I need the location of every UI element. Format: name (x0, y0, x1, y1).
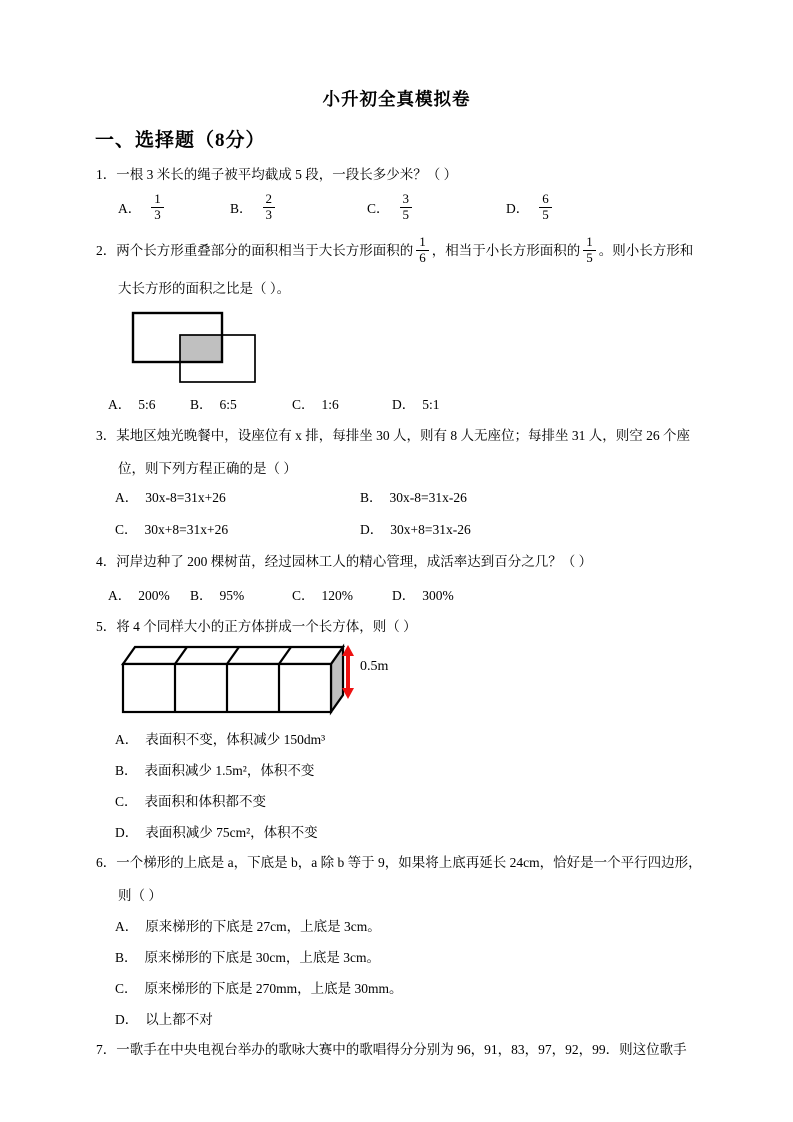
option-label: D． (392, 397, 416, 412)
option-label: B． (115, 763, 138, 778)
question-2-line1 (96, 228, 693, 272)
option-label: A． (118, 201, 142, 217)
question-3-line2: 位，则下列方程正确的是（ ） (118, 461, 297, 476)
option-label: B． (115, 950, 138, 965)
question-4-text: 河岸边种了 200 棵树苗，经过园林工人的精心管理，成活率达到百分之几？（ ） (116, 554, 593, 569)
option-label: A． (115, 490, 139, 505)
option-text: 5:1 (422, 397, 440, 412)
q2-option-d (392, 396, 440, 413)
option-label: A． (108, 588, 132, 603)
question-1-number: 1． (96, 167, 117, 182)
question-2-text-part1: 两个长方形重叠部分的面积相当于大长方形面积的 (116, 242, 414, 258)
q1-option-a (118, 192, 167, 223)
question-5 (96, 618, 417, 635)
option-label: B． (190, 588, 213, 603)
option-text: 120% (321, 588, 354, 603)
overlap-region (180, 335, 222, 362)
option-label: C． (115, 522, 138, 537)
option-label: C． (292, 397, 315, 412)
option-label: C． (367, 201, 390, 217)
question-6-line1 (96, 854, 702, 871)
fraction-numerator: 3 (402, 191, 410, 206)
question-6-number: 6． (96, 855, 117, 870)
fraction-denominator: 6 (416, 250, 429, 266)
fraction-denominator: 5 (400, 207, 413, 223)
dimension-label: 0.5m (360, 659, 389, 674)
option-text: 30x-8=31x-26 (389, 490, 467, 505)
option-text: 30x+8=31x-26 (390, 522, 471, 537)
option-text: 95% (219, 588, 245, 603)
q2-option-b (190, 396, 237, 413)
option-text: 30x+8=31x+26 (144, 522, 229, 537)
question-3-text: 某地区烛光晚餐中，设座位有 x 排，每排坐 30 人，则有 8 人无座位；每排坐 31 人，则空 26 个座 (116, 428, 690, 443)
option-text: 5:6 (138, 397, 156, 412)
q2-option-c (292, 396, 339, 413)
option-text: 6:5 (219, 397, 237, 412)
q2-option-a (108, 396, 156, 413)
q5-option-b (115, 762, 314, 779)
question-3-number: 3． (96, 428, 117, 443)
option-text: 原来梯形的下底是 30cm，上底是 3cm。 (144, 950, 381, 965)
option-label: A． (115, 732, 139, 747)
q3-option-b (360, 489, 467, 506)
option-label: C． (292, 588, 315, 603)
option-text: 1:6 (321, 397, 339, 412)
option-label: B． (360, 490, 383, 505)
q3-option-c (115, 521, 228, 538)
question-7-text: 一歌手在中央电视台举办的歌咏大赛中的歌唱得分分别为 96，91，83，97，92，99．则这位歌手 (116, 1042, 687, 1057)
option-label: D． (392, 588, 416, 603)
option-label: C． (115, 794, 138, 809)
question-2-text-part3: 。则小长方形和 (598, 242, 694, 258)
option-label: A． (115, 919, 139, 934)
question-2-line2: 大长方形的面积之比是（ ）。 (118, 281, 291, 296)
q5-option-c (115, 793, 266, 810)
fraction-denominator: 3 (263, 207, 276, 223)
option-label: A． (108, 397, 132, 412)
option-text: 表面积减少 1.5m²，体积不变 (144, 763, 315, 778)
option-text: 200% (138, 588, 170, 603)
fraction (416, 235, 429, 266)
fraction (583, 235, 596, 266)
q6-option-c (115, 980, 403, 997)
option-text: 30x-8=31x+26 (145, 490, 226, 505)
q6-option-b (115, 949, 380, 966)
q1-option-d (506, 192, 555, 223)
question-7 (96, 1041, 687, 1058)
fraction-numerator: 2 (265, 191, 273, 206)
q5-option-d (115, 824, 318, 841)
option-label: D． (115, 1012, 139, 1027)
fraction-denominator: 5 (539, 207, 552, 223)
fraction (263, 192, 276, 223)
option-label: C． (115, 981, 138, 996)
option-label: D． (506, 201, 530, 217)
question-5-text: 将 4 个同样大小的正方体拼成一个长方体，则（ ） (116, 619, 417, 634)
q6-option-a (115, 918, 381, 935)
question-7-number: 7． (96, 1042, 117, 1057)
q1-option-b (230, 192, 278, 223)
fraction-denominator: 3 (151, 207, 164, 223)
question-5-number: 5． (96, 619, 117, 634)
question-3-line1 (96, 427, 690, 444)
section-heading: 一、选择题（8分） (95, 130, 266, 151)
question-6-line2: 则（ ） (118, 888, 162, 903)
question-4-number: 4． (96, 554, 117, 569)
option-text: 表面积和体积都不变 (144, 794, 267, 809)
q1-option-c (367, 192, 415, 223)
q6-option-d (115, 1011, 213, 1028)
fraction (400, 192, 413, 223)
q5-option-a (115, 731, 325, 748)
overlapping-rectangles-diagram (130, 310, 260, 386)
option-text: 以上都不对 (145, 1012, 213, 1027)
fraction (151, 192, 164, 223)
question-4 (96, 553, 592, 570)
question-1-text: 一根 3 米长的绳子被平均截成 5 段，一段长多少米？（ ） (116, 167, 458, 182)
option-label: B． (190, 397, 213, 412)
fraction-numerator: 1 (154, 191, 161, 206)
page-title: 小升初全真模拟卷 (322, 89, 471, 109)
option-label: B． (230, 201, 253, 217)
option-text: 原来梯形的下底是 270mm，上底是 30mm。 (144, 981, 403, 996)
q3-option-a (115, 489, 226, 506)
option-label: D． (115, 825, 139, 840)
question-2-text-part2: ，相当于小长方形面积的 (431, 242, 581, 258)
fraction-numerator: 1 (586, 233, 593, 249)
q4-option-c (292, 587, 353, 604)
q4-option-b (190, 587, 244, 604)
q3-option-d (360, 521, 471, 538)
question-1 (96, 166, 457, 183)
fraction-numerator: 1 (419, 233, 426, 249)
q4-option-d (392, 587, 454, 604)
option-label: D． (360, 522, 384, 537)
question-2-number: 2． (96, 242, 117, 258)
option-text: 表面积减少 75cm²，体积不变 (145, 825, 318, 840)
question-6-text: 一个梯形的上底是 a，下底是 b，a 除 b 等于 9，如果将上底再延长 24cm，恰好是一个平行四边形， (116, 855, 702, 870)
fraction (539, 192, 552, 223)
cuboid-diagram (118, 638, 408, 722)
option-text: 表面积不变，体积减少 150dm³ (145, 732, 326, 747)
option-text: 原来梯形的下底是 27cm，上底是 3cm。 (145, 919, 381, 934)
q4-option-a (108, 587, 170, 604)
fraction-denominator: 5 (583, 250, 596, 266)
option-text: 300% (422, 588, 454, 603)
fraction-numerator: 6 (542, 191, 549, 206)
